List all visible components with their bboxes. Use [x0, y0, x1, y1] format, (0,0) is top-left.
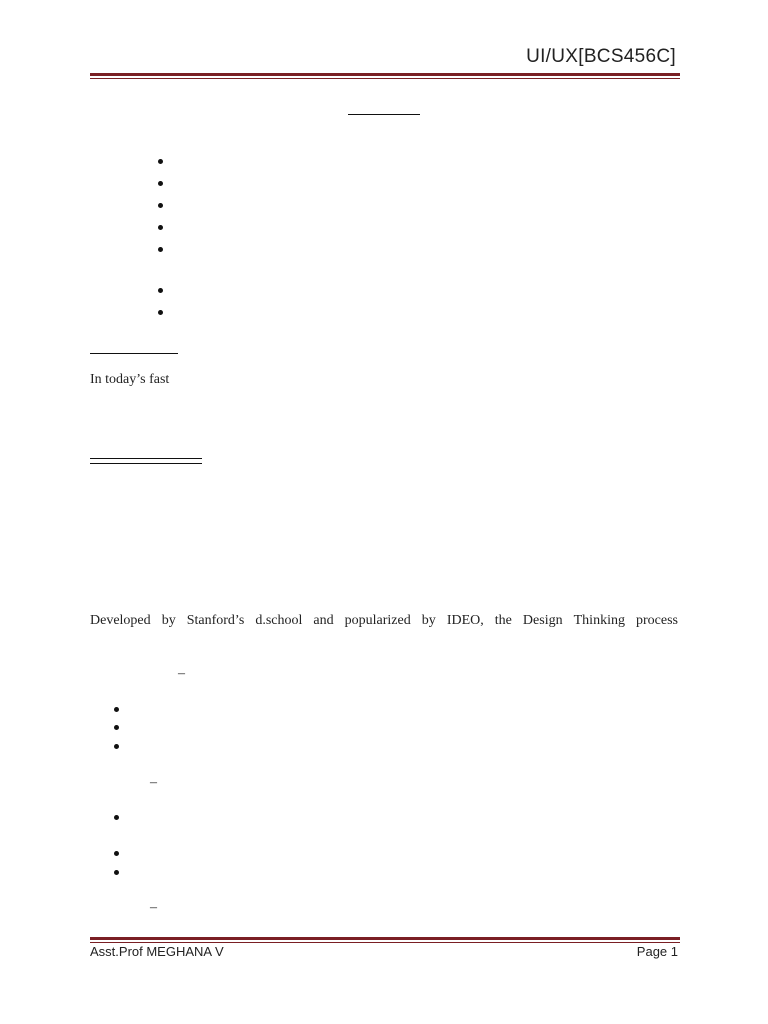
header-rule-thin — [90, 78, 680, 79]
list-bullet — [158, 181, 163, 186]
paragraph-word: IDEO, — [446, 613, 484, 628]
list-bullet — [158, 247, 163, 252]
list-bullet — [114, 725, 119, 730]
dash-marker: – — [150, 900, 157, 915]
intro-text: In today’s fast — [90, 372, 170, 387]
list-bullet — [114, 744, 119, 749]
heading-double-underline — [90, 458, 202, 464]
paragraph-line — [90, 613, 678, 629]
paragraph-word: by — [161, 613, 176, 628]
list-bullet — [114, 815, 119, 820]
list-bullet — [158, 203, 163, 208]
paragraph-word: Developed — [90, 613, 151, 628]
dash-marker: – — [150, 775, 157, 790]
dash-marker: – — [178, 666, 185, 681]
paragraph-word: d.school — [255, 613, 303, 628]
list-bullet — [114, 851, 119, 856]
document-header-title: UI/UX[BCS456C] — [526, 46, 676, 67]
list-bullet — [158, 225, 163, 230]
list-bullet — [114, 707, 119, 712]
header-rule-thick — [90, 73, 680, 76]
title-underline — [348, 114, 420, 115]
paragraph-word: Design — [522, 613, 563, 628]
footer-rule-thin — [90, 942, 680, 943]
list-bullet — [158, 159, 163, 164]
footer-page-number: Page 1 — [636, 944, 678, 959]
footer-rule-thick — [90, 937, 680, 940]
paragraph-word: process — [636, 613, 678, 628]
footer-author: Asst.Prof MEGHANA V — [90, 944, 224, 959]
paragraph-word: and — [313, 613, 334, 628]
paragraph-word: by — [421, 613, 436, 628]
list-bullet — [158, 310, 163, 315]
list-bullet — [114, 870, 119, 875]
paragraph-word: popularized — [344, 613, 411, 628]
paragraph-word: the — [494, 613, 512, 628]
list-bullet — [158, 288, 163, 293]
section-heading-underline — [90, 353, 178, 354]
paragraph-word: Stanford’s — [186, 613, 245, 628]
paragraph-word: Thinking — [573, 613, 625, 628]
